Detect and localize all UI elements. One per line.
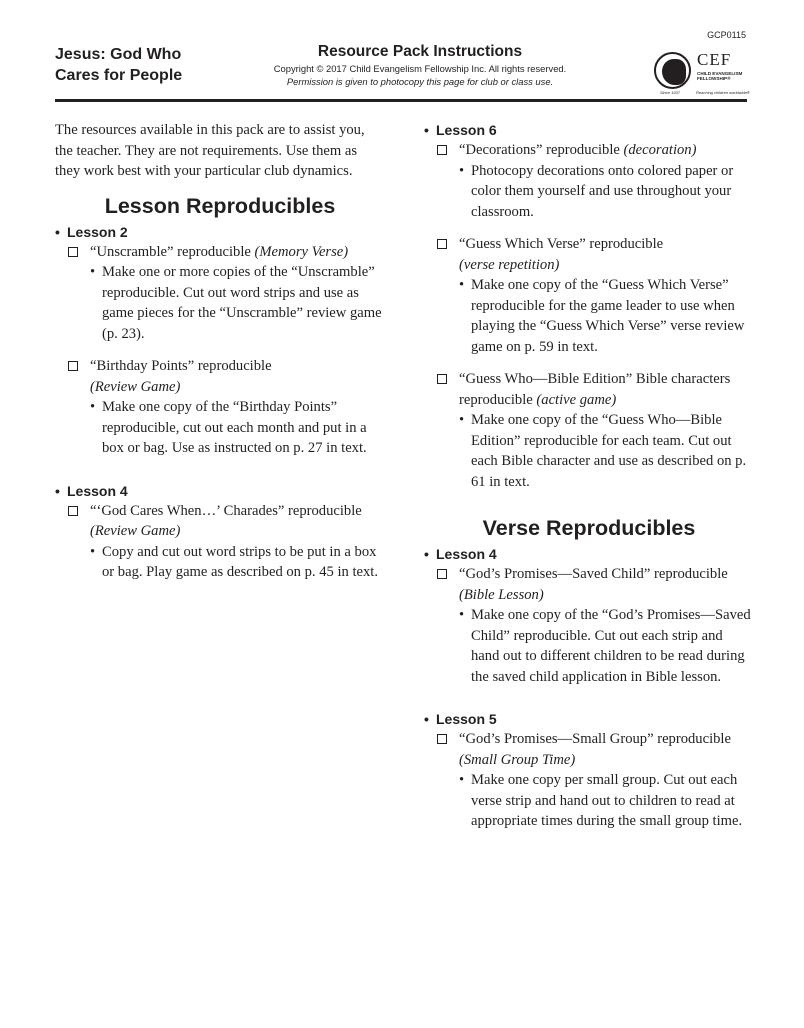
right-column bbox=[424, 120, 754, 846]
resource-instruction: • Make one copy of the “God’s Promises—Saved Child” reproducible. Cut out each strip and hand out to different children to be read during the saved child application in Bible lesson. bbox=[459, 607, 751, 685]
resource-item bbox=[424, 729, 754, 832]
resource-tag: (Review Game) bbox=[90, 523, 181, 539]
logo-tagline: Reaching children worldwide® bbox=[696, 90, 750, 95]
resource-item bbox=[55, 501, 385, 583]
cef-logo bbox=[654, 50, 750, 96]
checkbox[interactable] bbox=[437, 145, 447, 155]
resource-title: “Decorations” reproducible (decoration) bbox=[459, 142, 697, 158]
lesson-label: • Lesson 6 bbox=[424, 120, 754, 140]
resource-item bbox=[424, 564, 754, 687]
resource-item bbox=[424, 234, 754, 357]
lesson-block bbox=[424, 120, 754, 492]
resource-item bbox=[55, 356, 385, 459]
lesson-block bbox=[55, 222, 385, 459]
resource-instruction: • Make one copy of the “Guess Which Verse” reproducible for the game leader to use when playing the “Guess Which Verse” verse review game on p. 59 in text. bbox=[459, 277, 745, 355]
resource-title: “Unscramble” reproducible (Memory Verse) bbox=[90, 243, 349, 260]
resource-title: “‘God Cares When…’ Charades” reproducible (Review Game) bbox=[90, 502, 362, 539]
lesson-label: • Lesson 4 bbox=[55, 481, 385, 501]
logo-org-name: CHILD EVANGELISM FELLOWSHIP® bbox=[697, 71, 743, 81]
section-heading: Lesson Reproducibles bbox=[104, 193, 336, 218]
lesson-title bbox=[55, 44, 182, 86]
resource-title: “Guess Which Verse” reproducible (verse repetition) bbox=[459, 236, 664, 273]
left-column bbox=[55, 120, 385, 597]
intro-paragraph: The resources available in this pack are to assist you, the teacher. They are not requirements. Use them as they work best with your particular club dynamics. bbox=[55, 122, 365, 179]
resource-tag: (verse repetition) bbox=[459, 256, 560, 273]
resource-item bbox=[424, 140, 754, 222]
page-header bbox=[240, 42, 600, 88]
logo-since: Since 1937 bbox=[660, 90, 681, 95]
resource-tag: (Small Group Time) bbox=[459, 751, 576, 768]
resource-tag: (Bible Lesson) bbox=[459, 586, 544, 603]
resource-title: “Guess Who—Bible Edition” Bible characters reproducible (active game) bbox=[459, 371, 731, 408]
page-title: Resource Pack Instructions bbox=[317, 43, 523, 60]
document-code: GCP0115 bbox=[707, 30, 746, 40]
lesson-label: • Lesson 4 bbox=[424, 544, 754, 564]
resource-tag: (decoration) bbox=[623, 142, 697, 158]
checkbox[interactable] bbox=[437, 239, 447, 249]
header-divider bbox=[55, 99, 747, 102]
checkbox[interactable] bbox=[68, 247, 78, 257]
resource-instruction: • Make one or more copies of the “Unscramble” reproducible. Cut out word strips and use as game pieces for the “Unscramble” review game (p. 23). bbox=[90, 264, 382, 342]
checkbox[interactable] bbox=[68, 361, 78, 371]
resource-tag: (Memory Verse) bbox=[254, 243, 349, 260]
resource-item bbox=[55, 242, 385, 345]
resource-instruction: • Copy and cut out word strips to be put in a box or bag. Play game as described on p. 45 in text. bbox=[90, 543, 378, 580]
resource-tag: (active game) bbox=[536, 391, 617, 408]
checkbox[interactable] bbox=[68, 506, 78, 516]
resource-instruction: • Photocopy decorations onto colored paper or color them yourself and use throughout your classroom. bbox=[459, 162, 734, 220]
checkbox[interactable] bbox=[437, 374, 447, 384]
resource-title: “God’s Promises—Small Group” reproducible (Small Group Time) bbox=[459, 731, 731, 768]
resource-instruction: • Make one copy of the “Guess Who—Bible Edition” reproducible for each team. Cut out each Bible character and use as described on p. 61 in text. bbox=[459, 412, 747, 490]
resource-instruction: • Make one copy of the “Birthday Points” reproducible, cut out each month and put in a box or bag. Use as instructed on p. 27 in text. bbox=[90, 399, 367, 456]
logo-text: CEF bbox=[697, 50, 732, 69]
copyright-text: Copyright © 2017 Child Evangelism Fellowship Inc. All rights reserved. bbox=[273, 63, 567, 74]
lesson-title-line: Cares for People bbox=[55, 67, 183, 84]
lesson-title-line: Jesus: God Who bbox=[55, 46, 182, 63]
resource-tag: (Review Game) bbox=[90, 378, 181, 395]
lesson-block bbox=[55, 481, 385, 583]
permission-text: Permission is given to photocopy this page for club or class use. bbox=[286, 76, 554, 87]
resource-instruction: • Make one copy per small group. Cut out each verse strip and hand out to children to read at appropriate times during the small group time. bbox=[459, 772, 743, 829]
section-heading: Verse Reproducibles bbox=[482, 516, 696, 540]
checkbox[interactable] bbox=[437, 734, 447, 744]
child-silhouette-icon bbox=[654, 52, 691, 89]
lesson-label: • Lesson 5 bbox=[424, 709, 754, 729]
resource-item bbox=[424, 369, 754, 492]
resource-title: “God’s Promises—Saved Child” reproducible (Bible Lesson) bbox=[459, 566, 728, 603]
lesson-block bbox=[424, 544, 754, 687]
checkbox[interactable] bbox=[437, 569, 447, 579]
lesson-label: • Lesson 2 bbox=[55, 222, 385, 242]
lesson-block bbox=[424, 709, 754, 832]
resource-title: “Birthday Points” reproducible (Review Game) bbox=[90, 358, 272, 395]
